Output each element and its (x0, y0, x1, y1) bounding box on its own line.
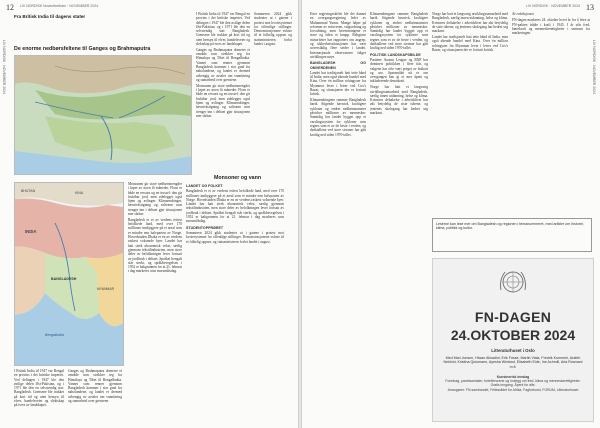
map-label-nepal: BHUTAN (21, 189, 36, 193)
left-running-header: LIV NORDISK Novemberbarn · NOVEMBER 2024 (20, 4, 99, 8)
watershed-map-graphic (15, 56, 191, 174)
right-column-4: Av redaksjonen FN-dagen markeres 24. oktober hvert år for å feire at FN-pakten trådte i kraft i 1945. I år står fred, bærekraft og menneskerettigheter i sentrum for markeringen. (512, 12, 590, 36)
un-emblem-icon (495, 264, 531, 300)
right-running-header: LIV NORDISK · NOVEMBER 2024 (525, 4, 580, 8)
left-column-2: Ganges og Brahmaputra drenerer et område som strekker seg fra Himalaya og Tibet til Bengalbukta. Vannet som renner gjennom Bangladesh kommer i stor grad fra nabolandene, og landet er dermed avhengig av avtaler om vannføring og samarbeid over grensene. (68, 369, 122, 404)
subheading-landet: LANDET OG FOLKET (186, 184, 223, 188)
subheading-politisk: POLITISK LANDSKAPSBILDE (370, 52, 421, 57)
left-page (0, 0, 298, 428)
subheading-studentopproret: STUDENTOPPRØRET (186, 225, 224, 230)
byline: Av redaksjonen (512, 12, 534, 16)
left-column-3: Monsunen gir store nedbørsmengder i løpet av noen få måneder. Flom er både en ressurs og en trussel: den gir fruktbar jord, men ødelegger også hjem og avlinger. Klimaendringer, havnivåstigning og saltvann som trenger inn i deltaet gjør situasjonen mer sårbar. Bangladesh er et av verdens tettest befolkede land, med over 170 millioner innbyggere på et areal som er mindre enn halvparten av Norge. Hovedstaden Dhaka er en av verdens raskest voksende byer. Landet har hatt sterk økonomisk vekst, særlig gjennom tekstilindustrien, men store deler av befolkningen lever fortsatt av jordbruk i deltaet. Språket bengali står sterkt, og språkbevegelsen i 1952 er bakgrunnen for at 21. februar i dag markeres som morsmålsdag. (128, 182, 182, 274)
right-side-label: LIV NORDISK · NOVEMBER 2024 (592, 40, 596, 95)
poster-entry: Gratis inngang. Åpent for alle. (490, 383, 536, 388)
right-column-2: Klimaendringene rammer Bangladesh hardt. Stigende havnivå, kraftigere sykloner og endret nedbørsmønster påvirker millioner av mennesker. Samtidig har landet bygget opp et varslingssystem for sykloner som regnes som et av de beste i verden, og dødstallene ved store stormer har gått kraftig ned siden 1970-tallet. POLITISK LANDSKAPSBILDE Partiene Awami League og BNP har dominert politikken i flere tiår, og valgene har ofte vært preget av boikott og uro. Spørsmålet nå er om overgangen kan gi et mer åpent og inkluderende demokrati. Norge har hatt et langvarig utviklingssamarbeid med Bangladesh, særlig innen utdanning, helse og klima. Kvinners deltakelse i arbeidslivet har økt betydelig de siste tiårene, og jentenes skolegang har bedret seg markant. (370, 12, 428, 116)
left-column-5: LANDET OG FOLKET Bangladesh er et av verdens tettest befolkede land, med over 170 millioner innbyggere på et areal som er mindre enn halvparten av Norge. Hovedstaden Dhaka er en av verdens raskest voksende byer. Landet har hatt sterk økonomisk vekst, særlig gjennom tekstilindustrien, men store deler av befolkningen lever fortsatt av jordbruk i deltaet. Språket bengali står sterkt, og språkbevegelsen i 1952 er bakgrunnen for at 21. februar i dag markeres som morsmålsdag. STUDENTOPPRØRET Sommeren 2024 gikk studenter ut i gatene i protest mot kvotesystemet for offentlige stillinger. Demonstrasjonene vokste til et folkelig opprør, og statsministeren forlot landet i august. (186, 184, 284, 244)
map-label-india: INDIA (25, 229, 37, 234)
left-side-label: LIV NORDISK · NOVEMBER 2024 (2, 40, 6, 95)
poster-sub-heading: Kunstnerisk innslag (496, 375, 530, 379)
poster-organizers: Arrangører: FN-sambandet, Fellesrådet for Afrika, Fagforbund, FORUM, Litteraturhuset (447, 387, 579, 392)
left-column-4: I Britisk India til 1947 var Bengal en provins i det britiske imperiet. Ved delingen i 1947 ble den østlige delen Øst-Pakistan, og i 1971 ble den en selvstendig stat: Bangladesh. Grensene ble trukket på kort tid og uten hensyn til elver, handelsveier og slektskap på tvers av landskapet. Ganges og Brahmaputra drenerer et område som strekker seg fra Himalaya og Tibet til Bengalbukta. Vannet som renner gjennom Bangladesh kommer i stor grad fra nabolandene, og landet er dermed avhengig av avtaler om vannføring og samarbeid over grensene. Monsunen gir store nedbørsmengder i løpet av noen få måneder. Flom er både en ressurs og en trussel: den gir fruktbar jord, men ødelegger også hjem og avlinger. Klimaendringer, havnivåstigning og saltvann som trenger inn i deltaet gjør situasjonen mer sårbar. (196, 12, 250, 118)
info-box: Leserne kan lese mer om Bangladesh og regionen i temanummeret, med artikler om historie, klima, politikk og kultur. (432, 218, 592, 252)
left-page-number: 12 (6, 3, 14, 12)
right-page-number: 13 (586, 3, 594, 12)
map-mid-caption: De enorme nedbørsfeltene til Ganges og Brahmaputra (14, 46, 151, 52)
right-column-3: Norge har hatt et langvarig utviklingssamarbeid med Bangladesh, særlig innen utdanning, helse og klima. Kvinners deltakelse i arbeidslivet har økt betydelig de siste tiårene, og jentenes skolegang har bedret seg markant. Landet har tradisjonelt hatt tette bånd til India, men også økende handel med Kina. Over én million rohingyaer fra Myanmar lever i leirer ved Cox's Bazar, og situasjonen der er fortsatt kritisk. (432, 12, 508, 52)
map-top-caption: Fra Britisk India til dagens stater (14, 14, 86, 19)
subheading-omverdenen: BANGLADESH OG OMVERDENEN (310, 61, 366, 70)
map-label-bangladesh: BANGLADESH (51, 277, 77, 281)
poster-date: 24.OKTOBER 2024 (450, 327, 576, 343)
poster-participants: Med Mari Jonsen, Hiwan Alinadini, Erik Fosse, Martin Viala, Fredrik Kommeh, Arafeh Nekhini, Kristina Quiumann, Ayesha Winland, Elisabeth Eide, Ine Achmill, Aria Rosmani m.fl. (443, 356, 583, 369)
poster-title: FN-DAGEN (474, 309, 552, 325)
map-label-myanmar: MYANMAR (97, 287, 115, 291)
poster-program: Foredrag, panelsamtaler, fortellerscene og innlegg om fred, klima og menneskerettigheter. (445, 379, 581, 384)
political-map (14, 182, 124, 366)
un-day-poster (432, 258, 594, 422)
watershed-map (14, 55, 192, 175)
right-page (302, 0, 600, 428)
left-column-1: I Britisk India til 1947 var Bengal en provins i det britiske imperiet. Ved delingen i 1947 ble den østlige delen Øst-Pakistan, og i 1971 ble den en selvstendig stat: Bangladesh. Grensene ble trukket på kort tid og uten hensyn til elver, handelsveier og slektskap på tvers av landskapet. (14, 369, 64, 408)
poster-info (441, 375, 585, 392)
political-map-graphic (15, 183, 123, 365)
map-bottom-caption: Monsoner og vann (214, 175, 262, 181)
map-label-kina: KINA (75, 191, 84, 195)
map-label-bengalbukta: Bengalbukta (45, 333, 64, 337)
poster-venue: Litteraturhuset i Oslo (491, 348, 535, 353)
right-column-1: Etter regjeringsskiftet ble det dannet en overgangsregjering ledet av Muhammad Yunus. Mange håper på reformer av rettsvesen, valgordning og forvaltning, men forventningene er store og tiden er knapp. Religiøse minoriteter har rapportert om angrep, og sikkerhetssituasjonen har vært uoversiktlig flere steder i landet. Internasjonale observatører følger utviklingen nøye. BANGLADESH OG OMVERDENEN Landet har tradisjonelt hatt tette bånd til India, men også økende handel med Kina. Over én million rohingyaer fra Myanmar lever i leirer ved Cox's Bazar, og situasjonen der er fortsatt kritisk. Klimaendringene rammer Bangladesh hardt. Stigende havnivå, kraftigere sykloner og endret nedbørsmønster påvirker millioner av mennesker. Samtidig har landet bygget opp et varslingssystem for sykloner som regnes som et av de beste i verden, og dødstallene ved store stormer har gått kraftig ned siden 1970-tallet. (310, 12, 366, 137)
left-column-6: Sommeren 2024 gikk studenter ut i gatene i protest mot kvotesystemet for offentlige stillinger. Demonstrasjonene vokste til et folkelig opprør, og statsministeren forlot landet i august. (254, 12, 292, 47)
